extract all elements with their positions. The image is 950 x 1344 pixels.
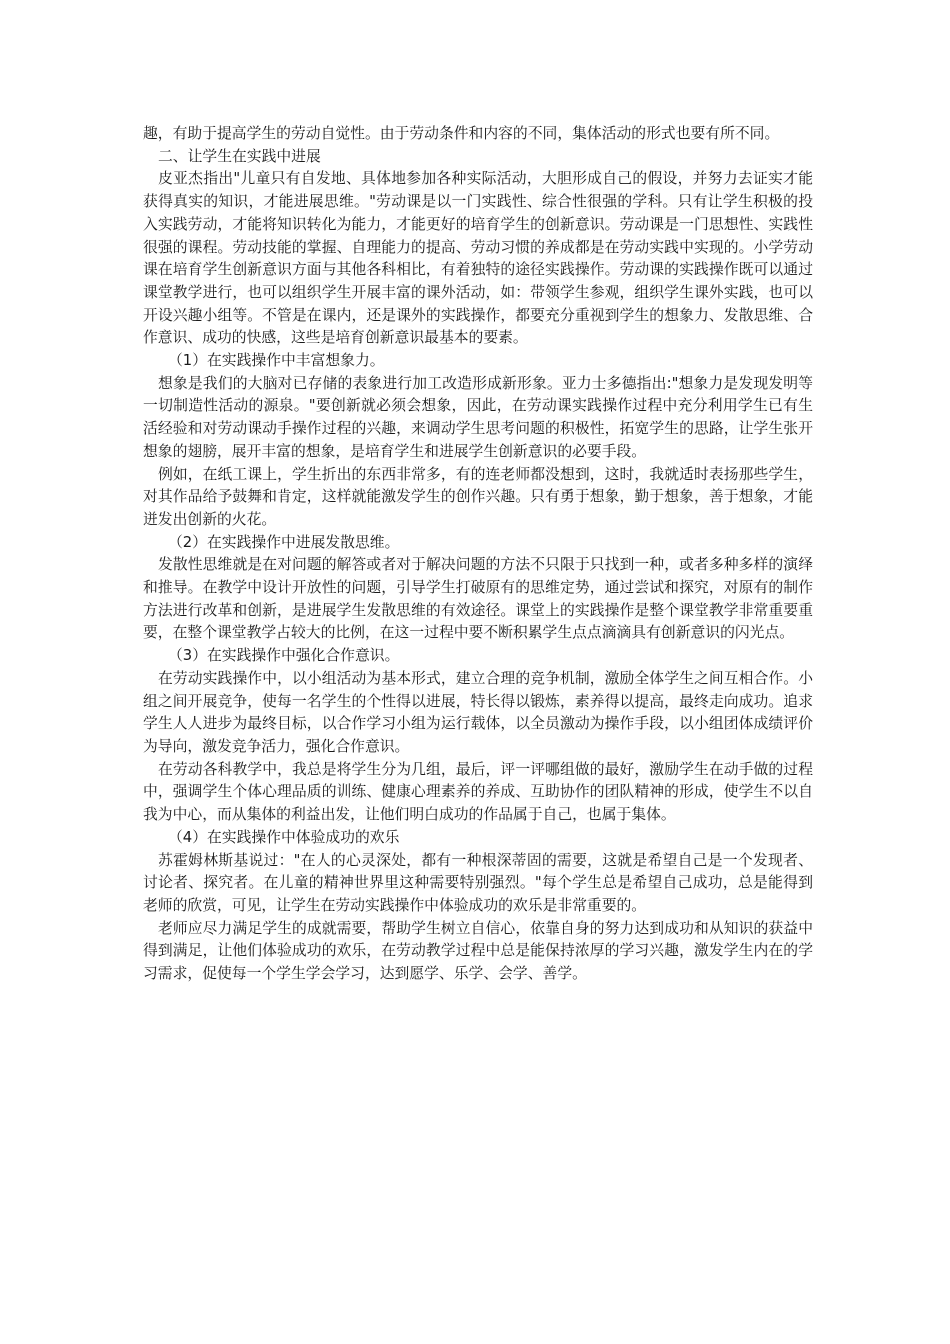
paragraph-papercraft-example: 例如，在纸工课上，学生折出的东西非常多，有的连老师都没想到，这时，我就适时表扬那些学生，对其作品给予鼓舞和肯定，这样就能激发学生的创作兴趣。只有勇于想象，勤于想象，善于想象，才能迸发出创新的火花。 <box>143 465 813 528</box>
subheading-1: （1）在实践操作中丰富想象力。 <box>168 352 385 370</box>
paragraph-divergent-thinking: 发散性思维就是在对问题的解答或者对于解决问题的方法不只限于只找到一种，或者多种多样的演绎和推导。在教学中设计开放性的问题，引导学生打破原有的思维定势，通过尝试和探究，对原有的制作方法进行改革和创新，是进展学生发散思维的有效途径。课堂上的实践操作是整个课堂教学非常重要重要，在整个课堂教学占较大的比例，在这一过程中要不断积累学生点点滴滴具有创新意识的闪光点。 <box>143 556 813 642</box>
subheading-4: （4）在实践操作中体验成功的欢乐 <box>168 828 400 846</box>
paragraph-continuation: 趣，有助于提高学生的劳动自觉性。由于劳动条件和内容的不同，集体活动的形式也要有所不同。 <box>143 125 780 142</box>
paragraph-cooperation: 在劳动实践操作中，以小组活动为基本形式，建立合理的竞争机制，激励全体学生之间互相合作。小组之间开展竞争，使每一名学生的个性得以进展，特长得以锻炼，素养得以提高，最终走向成功。追求学生人人进步为最终目标，以合作学习小组为运行载体，以全员激动为操作手段，以小组团体成绩评价为导向，激发竞争活力，强化合作意识。 <box>143 669 813 755</box>
subheading-2: （2）在实践操作中进展发散思维。 <box>168 533 400 551</box>
section-heading-2: 二、让学生在实践中进展 <box>158 147 321 165</box>
paragraph-group-teaching: 在劳动各科教学中，我总是将学生分为几组，最后，评一评哪组做的最好，激励学生在动手做的过程中，强调学生个体心理品质的训练、健康心理素养的养成、互助协作的团队精神的形成，使学生不以自我为中心，而从集体的利益出发，让他们明白成功的作品属于自己，也属于集体。 <box>143 760 813 824</box>
paragraph-piaget: 皮亚杰指出"儿童只有自发地、具体地参加各种实际活动，大胆形成自己的假设，并努力去证实才能获得真实的知识，才能进展思维。"劳动课是以一门实践性、综合性很强的学科。只有让学生积极的投入实践劳动，才能将知识转化为能力，才能更好的培育学生的创新意识。劳动课是一门思想性、实践性很强的课程。劳动技能的掌握、自理能力的提高、劳动习惯的养成都是在劳动实践中实现的。小学劳动课在培育学生创新意识方面与其他各科相比，有着独特的途径实践操作。劳动课的实践操作既可以通过课堂教学进行，也可以组织学生开展丰富的课外活动，如：带领学生参观，组织学生课外实践，也可以开设兴趣小组等。不管是在课内，还是课外的实践操作，都要充分重视到学生的想象力、发散思维、合作意识、成功的快感，这些是培育创新意识最基本的要素。 <box>143 170 813 347</box>
paragraph-imagination: 想象是我们的大脑对已存储的表象进行加工改造形成新形象。亚力士多德指出:"想象力是发现发明等一切制造性活动的源泉。"要创新就必须会想象，因此，在劳动课实践操作过程中充分利用学生已有生活经验和对劳动课动手操作过程的兴趣，来调动学生思考问题的积极性，拓宽学生的思路，让学生张开想象的翅膀，展开丰富的想象，是培育学生和进展学生创新意识的必要手段。 <box>143 374 813 460</box>
subheading-3: （3）在实践操作中强化合作意识。 <box>168 647 400 665</box>
paragraph-sukhomlinsky: 苏霍姆林斯基说过："在人的心灵深处，都有一种根深蒂固的需要，这就是希望自己是一个发现者、讨论者、探究者。在儿童的精神世界里这种需要特别强烈。"每个学生总是希望自己成功，总是能得到老师的欣赏，可见，让学生在劳动实践操作中体验成功的欢乐是非常重要的。 <box>143 851 813 914</box>
document-body <box>143 123 813 986</box>
paragraph-teacher-role: 老师应尽力满足学生的成就需要，帮助学生树立自信心，依靠自身的努力达到成功和从知识的获益中得到满足，让他们体验成功的欢乐，在劳动教学过程中总是能保持浓厚的学习兴趣，激发学生内在的学习需求，促使每一个学生学会学习，达到愿学、乐学、会学、善学。 <box>143 919 813 983</box>
